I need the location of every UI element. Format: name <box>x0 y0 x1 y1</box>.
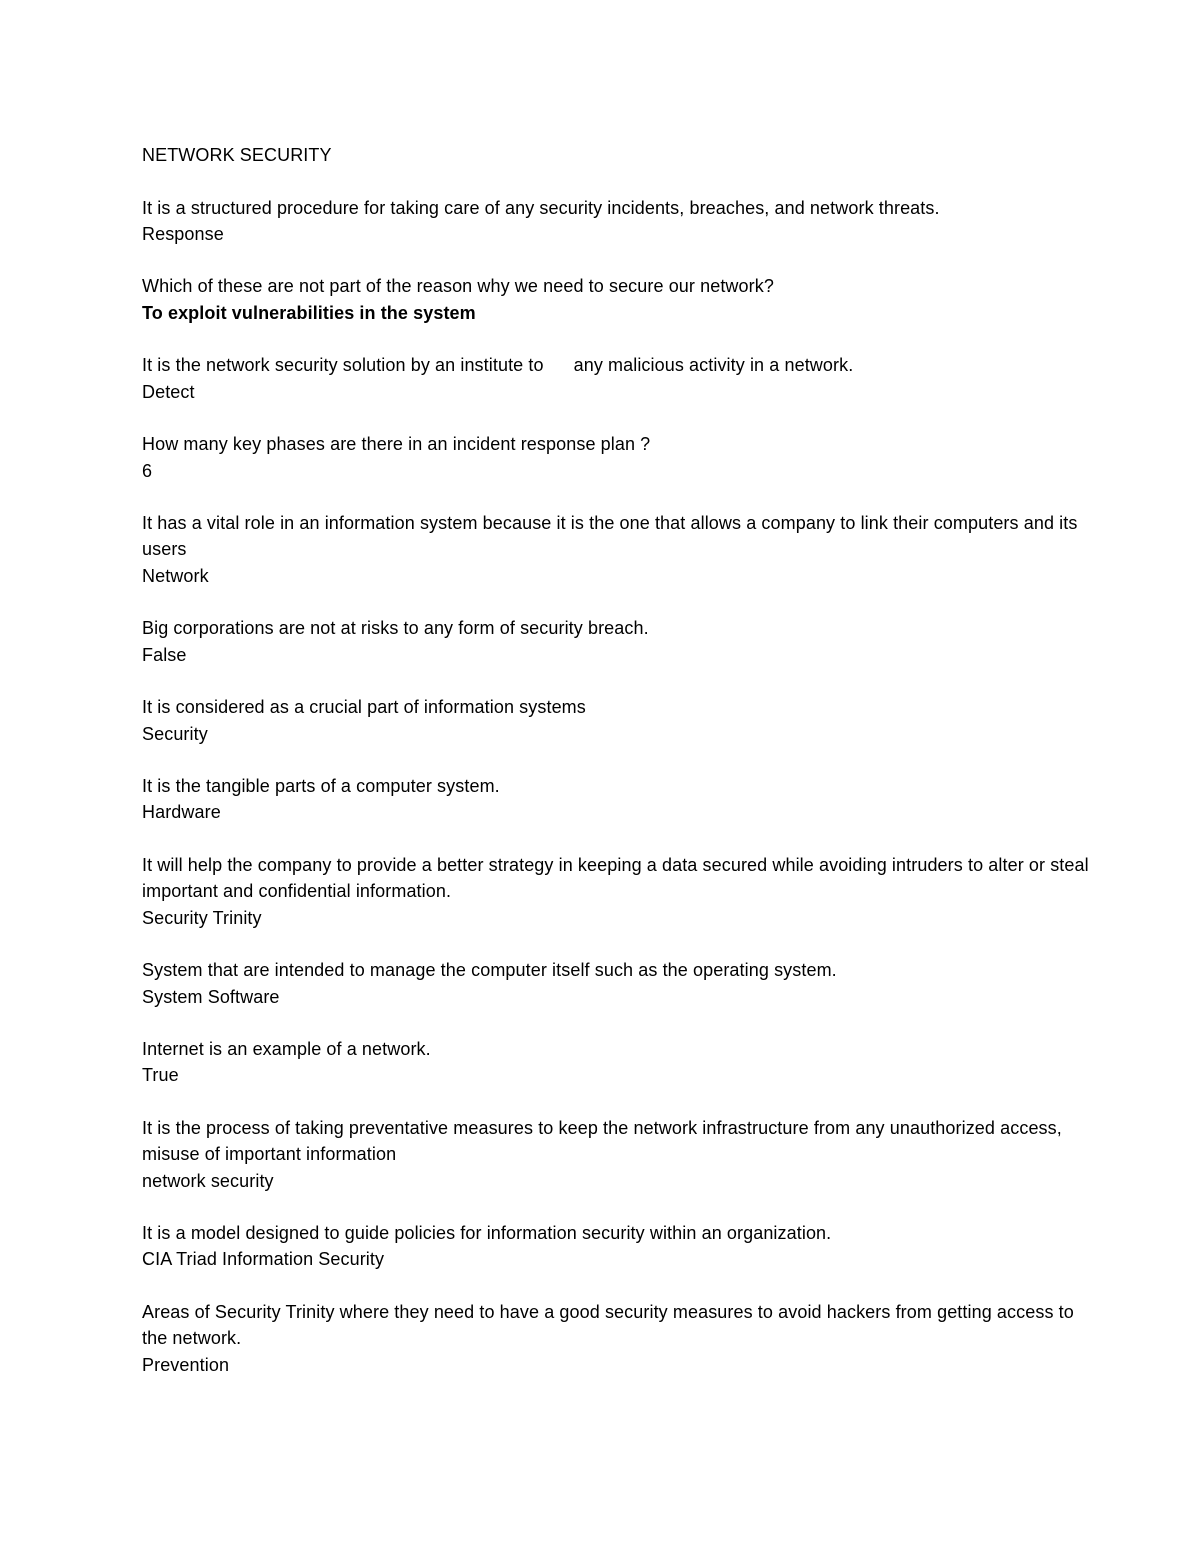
question-9: It will help the company to provide a better strategy in keeping a data secured while avoiding intruders to alter or steal important and confidential information. <box>142 855 1089 902</box>
qa-item-6 <box>142 615 1102 668</box>
answer-2: To exploit vulnerabilities in the system <box>142 302 476 323</box>
qa-item-11 <box>142 1036 1102 1089</box>
answer-3: Detect <box>142 381 195 402</box>
question-2: Which of these are not part of the reason why we need to secure our network? <box>142 276 774 297</box>
question-1: It is a structured procedure for taking care of any security incidents, breaches, and network threats. <box>142 197 940 218</box>
question-3 <box>142 352 1102 378</box>
answer-9: Security Trinity <box>142 907 262 928</box>
document-content <box>142 142 1102 1404</box>
qa-item-5 <box>142 510 1102 589</box>
qa-item-7 <box>142 694 1102 747</box>
answer-6: False <box>142 644 187 665</box>
qa-item-8 <box>142 773 1102 826</box>
question-10: System that are intended to manage the computer itself such as the operating system. <box>142 960 837 981</box>
question-8: It is the tangible parts of a computer system. <box>142 776 500 797</box>
question-12: It is the process of taking preventative measures to keep the network infrastructure from any unauthorized access, misuse of important information <box>142 1117 1062 1165</box>
qa-item-4 <box>142 431 1102 484</box>
qa-item-14 <box>142 1299 1102 1378</box>
qa-item-10 <box>142 957 1102 1010</box>
document-title: NETWORK SECURITY <box>142 145 332 165</box>
answer-12: network security <box>142 1170 274 1191</box>
question-13: It is a model designed to guide policies for information security within an organization. <box>142 1223 832 1244</box>
qa-item-9 <box>142 852 1102 931</box>
question-3-after-blank: any malicious activity in a network. <box>573 355 854 376</box>
question-7: It is considered as a crucial part of information systems <box>142 697 586 718</box>
answer-11: True <box>142 1065 179 1086</box>
question-14: Areas of Security Trinity where they need to have a good security measures to avoid hackers from getting access to the network. <box>142 1302 1074 1349</box>
qa-item-2 <box>142 273 1102 326</box>
question-11: Internet is an example of a network. <box>142 1039 431 1060</box>
answer-14: Prevention <box>142 1354 230 1375</box>
qa-item-1 <box>142 195 1102 248</box>
question-6: Big corporations are not at risks to any form of security breach. <box>142 618 649 639</box>
qa-item-13 <box>142 1220 1102 1273</box>
answer-10: System Software <box>142 986 280 1007</box>
question-5: It has a vital role in an information system because it is the one that allows a company to link their computers and its users <box>142 513 1078 560</box>
answer-7: Security <box>142 723 208 744</box>
answer-13: CIA Triad Information Security <box>142 1249 385 1270</box>
question-3-before-blank: It is the network security solution by an institute to <box>142 355 544 376</box>
qa-item-3 <box>142 352 1102 405</box>
answer-5: Network <box>142 565 209 586</box>
question-4: How many key phases are there in an incident response plan ? <box>142 434 651 455</box>
answer-8: Hardware <box>142 802 221 823</box>
answer-4: 6 <box>142 460 153 481</box>
qa-item-12 <box>142 1115 1102 1194</box>
answer-1: Response <box>142 223 224 244</box>
